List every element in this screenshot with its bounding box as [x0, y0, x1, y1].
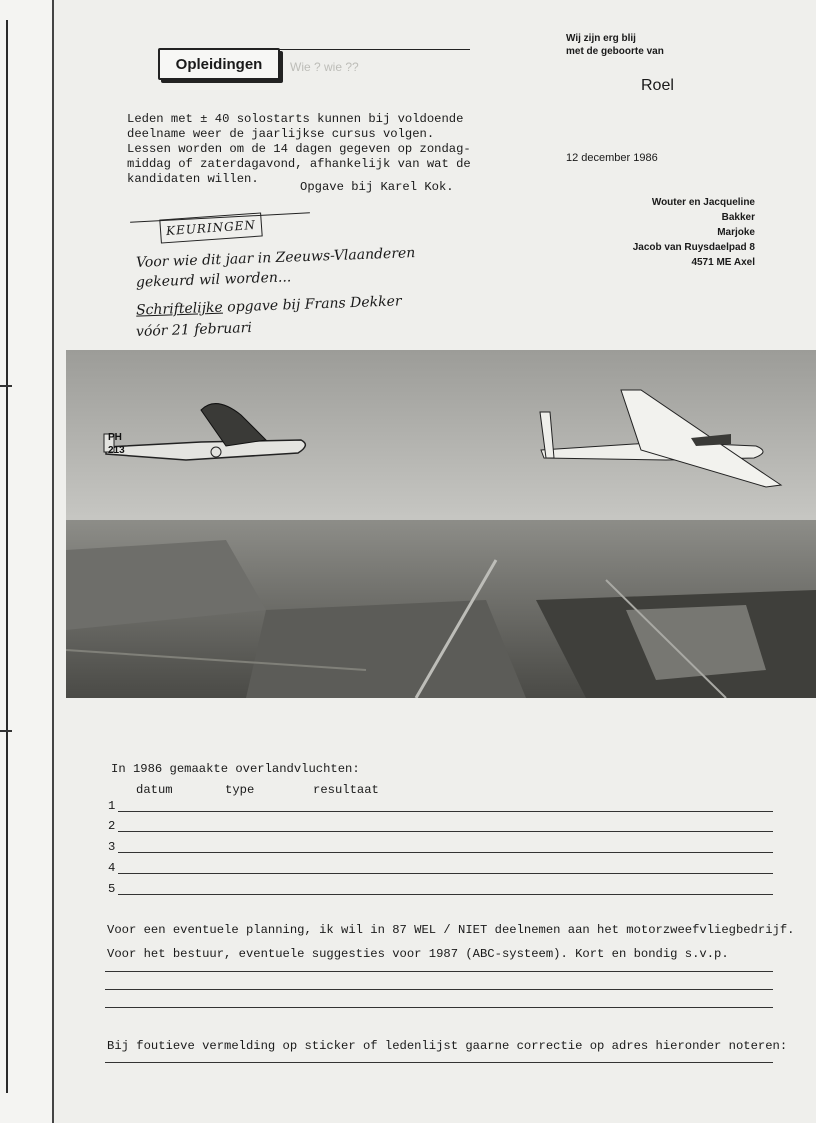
row-number: 4: [108, 861, 116, 875]
intro-line: met de geboorte van: [566, 46, 664, 57]
margin-tick: [0, 730, 12, 732]
suggestions-question: Voor het bestuur, eventuele suggesties voor 1987 (ABC-systeem). Kort en bondig s.v.p.: [107, 947, 729, 961]
page-border-line: [6, 20, 8, 1093]
correction-line[interactable]: [105, 1062, 773, 1063]
handwritten-line: gekeurd wil worden...: [135, 269, 292, 291]
body-line: deelname weer de jaarlijkse cursus volgen.: [127, 127, 435, 141]
body-line: kandidaten willen.: [127, 172, 259, 186]
suggestion-line[interactable]: [105, 971, 773, 972]
suggestion-line[interactable]: [105, 1007, 773, 1008]
birth-announcement-intro: [566, 32, 664, 58]
address-line: Marjoke: [717, 227, 755, 238]
address-line: Jacob van Ruysdaelpad 8: [632, 242, 755, 253]
previous-page-edge: [0, 0, 54, 1123]
gliders-photo: [66, 350, 816, 698]
body-line: middag of zaterdagavond, afhankelijk van wat de: [127, 157, 471, 171]
photo-illustration: [66, 350, 816, 698]
handwritten-line: Voor wie dit jaar in Zeeuws-Vlaanderen: [135, 245, 416, 271]
row-number: 3: [108, 840, 116, 854]
entry-line[interactable]: [118, 894, 773, 895]
registration-bottom: 213: [108, 445, 125, 456]
opleidingen-heading-box: [158, 48, 280, 80]
baby-name: Roel: [641, 77, 674, 94]
address-line: Wouter en Jacqueline: [651, 197, 755, 208]
birth-date: 12 december 1986: [566, 152, 658, 164]
margin-tick: [0, 385, 12, 387]
correction-instruction: Bij foutieve vermelding op sticker of ledenlijst gaarne correctie op adres hieronder noteren:: [107, 1039, 788, 1053]
suggestion-line[interactable]: [105, 989, 773, 990]
handwritten-line: vóór 21 februari: [135, 319, 253, 341]
intro-line: Wij zijn erg blij: [566, 33, 636, 44]
column-datum: datum: [136, 783, 173, 797]
entry-line[interactable]: [118, 852, 773, 853]
entry-line[interactable]: [118, 811, 773, 812]
planning-question: Voor een eventuele planning, ik wil in 87 WEL / NIET deelnemen aan het motorzweefvliegbedrijf.: [107, 923, 795, 937]
row-number: 5: [108, 882, 116, 896]
handwritten-underlined: Schriftelijke: [135, 299, 224, 319]
entry-line[interactable]: [118, 873, 773, 874]
opleidingen-contact: Opgave bij Karel Kok.: [300, 180, 454, 194]
registration-top: PH: [108, 432, 122, 443]
column-type: type: [225, 783, 255, 797]
body-line: Lessen worden om de 14 dagen gegeven op zondag-: [127, 142, 471, 156]
address-line: 4571 ME Axel: [691, 257, 755, 268]
column-resultaat: resultaat: [313, 783, 379, 797]
row-number: 2: [108, 819, 116, 833]
opleidingen-body: [127, 112, 487, 187]
keuringen-heading: KEURINGEN: [165, 217, 257, 239]
handwritten-text: opgave bij Frans Dekker: [222, 293, 402, 316]
opleidingen-heading: Opleidingen: [175, 55, 263, 73]
show-through-text: Wie ? wie ??: [290, 60, 359, 74]
flights-title: In 1986 gemaakte overlandvluchten:: [111, 762, 360, 776]
row-number: 1: [108, 799, 116, 813]
body-line: Leden met ± 40 solostarts kunnen bij voldoende: [127, 112, 464, 126]
entry-line[interactable]: [118, 831, 773, 832]
address-line: Bakker: [721, 212, 755, 223]
parents-address: [580, 195, 755, 270]
